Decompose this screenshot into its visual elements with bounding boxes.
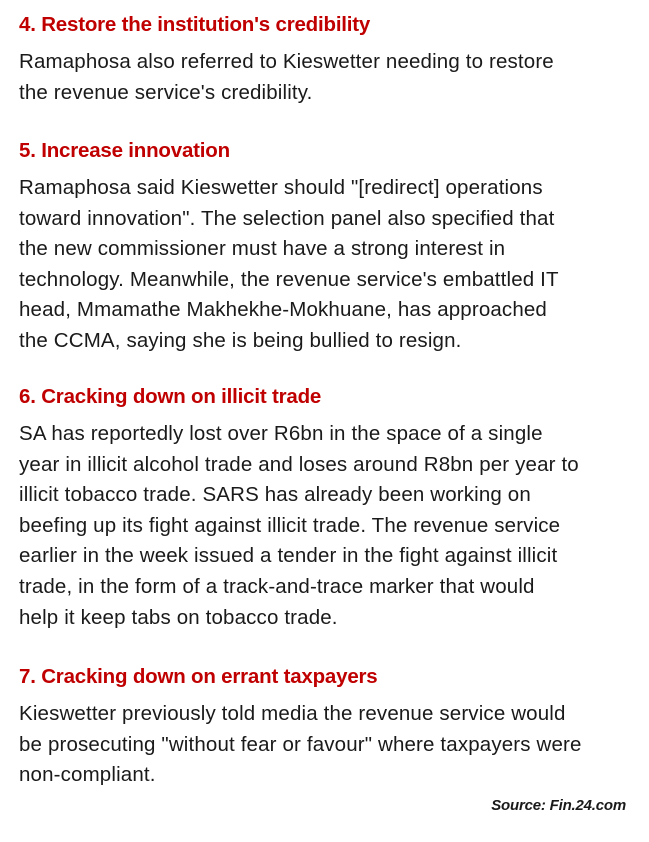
- body-line: earlier in the week issued a tender in the fight against illicit: [19, 544, 558, 568]
- section-body: [19, 419, 634, 633]
- body-line: Kieswetter previously told media the revenue service would: [19, 702, 566, 725]
- section-heading: 5. Increase innovation: [19, 139, 230, 162]
- section-errant-taxpayers: [19, 664, 634, 791]
- body-line: Ramaphosa said Kieswetter should "[redirect] operations: [19, 176, 543, 199]
- section-heading: 7. Cracking down on errant taxpayers: [19, 665, 378, 688]
- body-line: the revenue service's credibility.: [19, 80, 313, 104]
- section-restore-credibility: [19, 12, 634, 108]
- body-line: the new commissioner must have a strong interest in: [19, 237, 506, 261]
- body-line: trade, in the form of a track-and-trace marker that would: [19, 574, 535, 598]
- body-line: illicit tobacco trade. SARS has already been working on: [19, 483, 531, 507]
- body-line: be prosecuting "without fear or favour" where taxpayers were: [19, 732, 582, 756]
- section-body: [19, 699, 634, 791]
- body-line: year in illicit alcohol trade and loses around R8bn per year to: [19, 452, 579, 476]
- body-line: beefing up its fight against illicit trade. The revenue service: [19, 513, 561, 537]
- body-line: Ramaphosa also referred to Kieswetter needing to restore: [19, 50, 554, 73]
- section-illicit-trade: [19, 384, 634, 633]
- section-increase-innovation: [19, 138, 634, 357]
- source-credit: Source: Fin.24.com: [491, 797, 626, 814]
- body-line: non-compliant.: [19, 763, 156, 787]
- body-line: the CCMA, saying she is being bullied to resign.: [19, 328, 462, 352]
- body-line: toward innovation". The selection panel also specified that: [19, 206, 555, 230]
- body-line: head, Mmamathe Makhekhe-Mokhuane, has approached: [19, 298, 547, 322]
- section-heading: 4. Restore the institution's credibility: [19, 13, 371, 36]
- body-line: SA has reportedly lost over R6bn in the space of a single: [19, 422, 543, 445]
- section-body: [19, 173, 634, 357]
- body-line: technology. Meanwhile, the revenue service's embattled IT: [19, 267, 559, 291]
- body-line: help it keep tabs on tobacco trade.: [19, 605, 338, 629]
- section-heading: 6. Cracking down on illicit trade: [19, 385, 322, 408]
- section-body: [19, 47, 634, 108]
